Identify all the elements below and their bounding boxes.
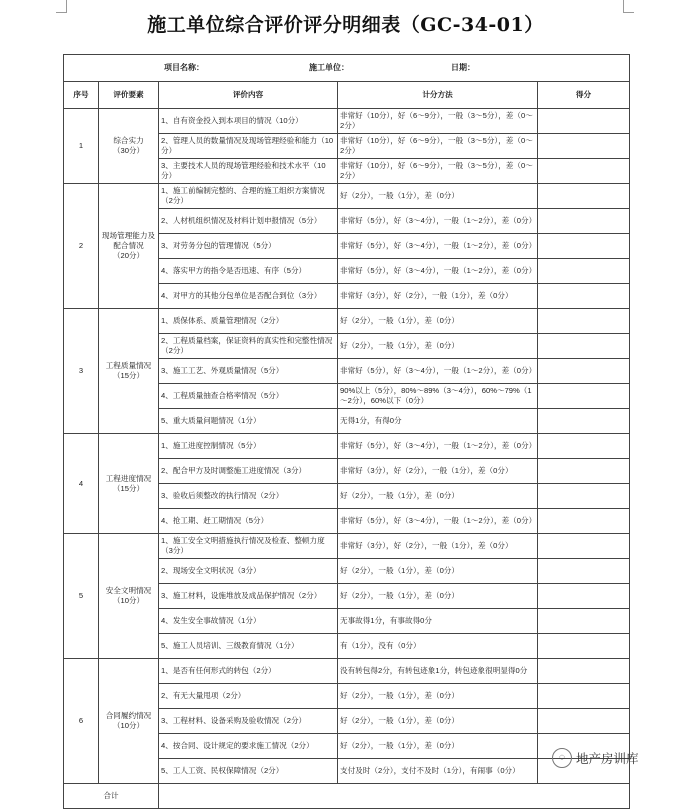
score-cell[interactable]	[538, 509, 630, 534]
table-row	[64, 659, 630, 684]
scoring-method: 非常好（10分），好（6～9分），一般（3～5分），差（0～2分）	[338, 159, 538, 184]
scoring-method: 好（2分），一般（1分），差（0分）	[338, 484, 538, 509]
evaluation-content: 4、落实甲方的指令是否迅速、有序（5分）	[159, 259, 338, 284]
section-element-name: 安全文明情况	[105, 586, 152, 595]
evaluation-content: 1、是否有任何形式的转包（2分）	[159, 659, 338, 684]
evaluation-content: 4、抢工期、赶工期情况（5分）	[159, 509, 338, 534]
scoring-method: 非常好（3分），好（2分），一般（1分），差（0分）	[338, 284, 538, 309]
header-method: 计分方法	[338, 82, 538, 109]
section-element	[99, 184, 159, 309]
scoring-method: 非常好（3分），好（2分），一般（1分），差（0分）	[338, 459, 538, 484]
section-element-name: 合同履约情况	[105, 711, 152, 720]
watermark-text: 地产房训库	[576, 752, 639, 766]
evaluation-content: 1、施工安全文明措施执行情况及检查、整顿力度（3分）	[159, 534, 338, 559]
evaluation-content: 3、施工材料，设施堆放及成品保护情况（2分）	[159, 584, 338, 609]
scoring-method: 非常好（5分），好（3～4分），一般（1～2分），差（0分）	[338, 434, 538, 459]
evaluation-content: 1、质保体系、质量管理情况（2分）	[159, 309, 338, 334]
evaluation-content: 3、主要技术人员的现场管理经验和技术水平（10分）	[159, 159, 338, 184]
scoring-method: 无事故得1分，有事故得0分	[338, 609, 538, 634]
section-element-points: （15分）	[112, 483, 145, 493]
evaluation-content: 5、重大质量问题情况（1分）	[159, 409, 338, 434]
table-row	[64, 434, 630, 459]
evaluation-content: 4、工程质量抽查合格率情况（5分）	[159, 384, 338, 409]
score-cell[interactable]	[538, 159, 630, 184]
chat-bubble-icon: ◌	[552, 748, 572, 768]
section-number: 2	[64, 184, 99, 309]
scoring-method: 有（1分），没有（0分）	[338, 634, 538, 659]
scoring-method: 没有转包得2分，有转包迹象1分，转包迹象很明显得0分	[338, 659, 538, 684]
score-cell[interactable]	[538, 309, 630, 334]
project-name-label: 项目名称：	[164, 63, 204, 72]
score-cell[interactable]	[538, 659, 630, 684]
section-element-points: （20分）	[112, 251, 145, 260]
scoring-method: 非常好（5分），好（3～4分），一般（1～2分），差（0分）	[338, 234, 538, 259]
scoring-method: 支付及时（2分），支付不及时（1分），有闹事（0分）	[338, 759, 538, 784]
score-cell[interactable]	[538, 409, 630, 434]
scoring-method: 无得1分，有得0分	[338, 409, 538, 434]
evaluation-content: 4、按合同、设计规定的要求施工情况（2分）	[159, 734, 338, 759]
total-row	[64, 784, 630, 809]
evaluation-content: 3、工程材料、设备采购及验收情况（2分）	[159, 709, 338, 734]
scoring-method: 非常好（5分），好（3～4分），一般（1～2分），差（0分）	[338, 509, 538, 534]
evaluation-content: 3、施工工艺、外观质量情况（5分）	[159, 359, 338, 384]
score-cell[interactable]	[538, 184, 630, 209]
construction-unit-label: 施工单位：	[309, 63, 349, 72]
score-cell[interactable]	[538, 709, 630, 734]
score-cell[interactable]	[538, 634, 630, 659]
score-cell[interactable]	[538, 359, 630, 384]
score-cell[interactable]	[538, 134, 630, 159]
section-element-points: （10分）	[112, 596, 145, 605]
evaluation-content: 2、现场安全文明状况（3分）	[159, 559, 338, 584]
evaluation-content: 1、施工进度控制情况（5分）	[159, 434, 338, 459]
section-element	[99, 659, 159, 784]
score-cell[interactable]	[538, 609, 630, 634]
header-row	[64, 82, 630, 109]
scoring-method: 非常好（10分），好（6～9分），一般（3～5分），差（0～2分）	[338, 109, 538, 134]
evaluation-content: 5、工人工资、民权保障情况（2分）	[159, 759, 338, 784]
score-cell[interactable]	[538, 109, 630, 134]
table-row	[64, 109, 630, 134]
section-element-points: （10分）	[112, 721, 145, 730]
evaluation-content: 2、管理人员的数量情况及现场管理经验和能力（10分）	[159, 134, 338, 159]
evaluation-content: 1、施工前编制完整的、合理的施工组织方案情况（2分）	[159, 184, 338, 209]
section-number: 1	[64, 109, 99, 184]
total-label: 合计	[64, 784, 159, 809]
score-cell[interactable]	[538, 459, 630, 484]
scoring-method: 好（2分），一般（1分），差（0分）	[338, 559, 538, 584]
total-score-cell[interactable]	[159, 784, 630, 809]
section-element	[99, 109, 159, 184]
evaluation-content: 2、人材机组织情况及材料计划申报情况（5分）	[159, 209, 338, 234]
info-row	[64, 55, 630, 82]
scoring-method: 好（2分），一般（1分），差（0分）	[338, 584, 538, 609]
evaluation-content: 3、验收后须整改的执行情况（2分）	[159, 484, 338, 509]
scoring-method: 好（2分），一般（1分），差（0分）	[338, 709, 538, 734]
scoring-method: 非常好（3分），好（2分），一般（1分），差（0分）	[338, 534, 538, 559]
score-cell[interactable]	[538, 334, 630, 359]
score-cell[interactable]	[538, 584, 630, 609]
evaluation-content: 2、配合甲方及时调整施工进度情况（3分）	[159, 459, 338, 484]
evaluation-table	[63, 54, 630, 809]
scoring-method: 90%以上（5分），80%～89%（3～4分），60%～79%（1～2分），60%以下（0分）	[338, 384, 538, 409]
score-cell[interactable]	[538, 434, 630, 459]
section-element-name: 综合实力	[113, 136, 144, 145]
scoring-method: 非常好（5分），好（3～4分），一般（1～2分），差（0分）	[338, 259, 538, 284]
evaluation-content: 2、有无大量甩项（2分）	[159, 684, 338, 709]
section-element-points: （15分）	[112, 371, 145, 380]
score-cell[interactable]	[538, 284, 630, 309]
table-row	[64, 534, 630, 559]
scoring-method: 非常好（5分），好（3～4分），一般（1～2分），差（0分）	[338, 209, 538, 234]
section-element-name: 现场管理能力及配合情况	[101, 231, 156, 250]
watermark	[552, 748, 639, 768]
scoring-method: 非常好（10分），好（6～9分），一般（3～5分），差（0～2分）	[338, 134, 538, 159]
page-title: 施工单位综合评价评分明细表（GC-34-01）	[147, 14, 544, 36]
evaluation-content: 4、发生安全事故情况（1分）	[159, 609, 338, 634]
section-element-name: 工程质量情况	[105, 361, 152, 370]
evaluation-content: 3、对劳务分包的管理情况（5分）	[159, 234, 338, 259]
scoring-method: 好（2分），一般（1分），差（0分）	[338, 734, 538, 759]
score-cell[interactable]	[538, 684, 630, 709]
section-element	[99, 434, 159, 534]
date-label: 日期：	[451, 63, 475, 72]
header-content: 评价内容	[159, 82, 338, 109]
scoring-method: 好（2分），一般（1分），差（0分）	[338, 309, 538, 334]
header-no: 序号	[64, 82, 99, 109]
header-score: 得分	[538, 82, 630, 109]
score-cell[interactable]	[538, 209, 630, 234]
scoring-method: 好（2分），一般（1分），差（0分）	[338, 184, 538, 209]
header-element: 评价要素	[99, 82, 159, 109]
score-cell[interactable]	[538, 484, 630, 509]
table-row	[64, 184, 630, 209]
score-cell[interactable]	[538, 259, 630, 284]
evaluation-content: 5、施工人员培训、三级教育情况（1分）	[159, 634, 338, 659]
scoring-method: 非常好（5分），好（3～4分），一般（1～2分），差（0分）	[338, 359, 538, 384]
scoring-method: 好（2分），一般（1分），差（0分）	[338, 334, 538, 359]
score-cell[interactable]	[538, 534, 630, 559]
section-number: 4	[64, 434, 99, 534]
section-number: 6	[64, 659, 99, 784]
section-number: 5	[64, 534, 99, 659]
section-element	[99, 309, 159, 434]
scoring-method: 好（2分），一般（1分），差（0分）	[338, 684, 538, 709]
score-cell[interactable]	[538, 384, 630, 409]
score-cell[interactable]	[538, 559, 630, 584]
section-element-points: （30分）	[112, 146, 145, 155]
table-row	[64, 309, 630, 334]
evaluation-content: 4、对甲方的其他分包单位是否配合到位（3分）	[159, 284, 338, 309]
evaluation-content: 2、工程质量档案，保证资料的真实性和完整性情况（2分）	[159, 334, 338, 359]
evaluation-content: 1、自有资金投入到本项目的情况（10分）	[159, 109, 338, 134]
section-element-name: 工程进度情况	[105, 473, 152, 483]
section-element	[99, 534, 159, 659]
section-number: 3	[64, 309, 99, 434]
score-cell[interactable]	[538, 234, 630, 259]
